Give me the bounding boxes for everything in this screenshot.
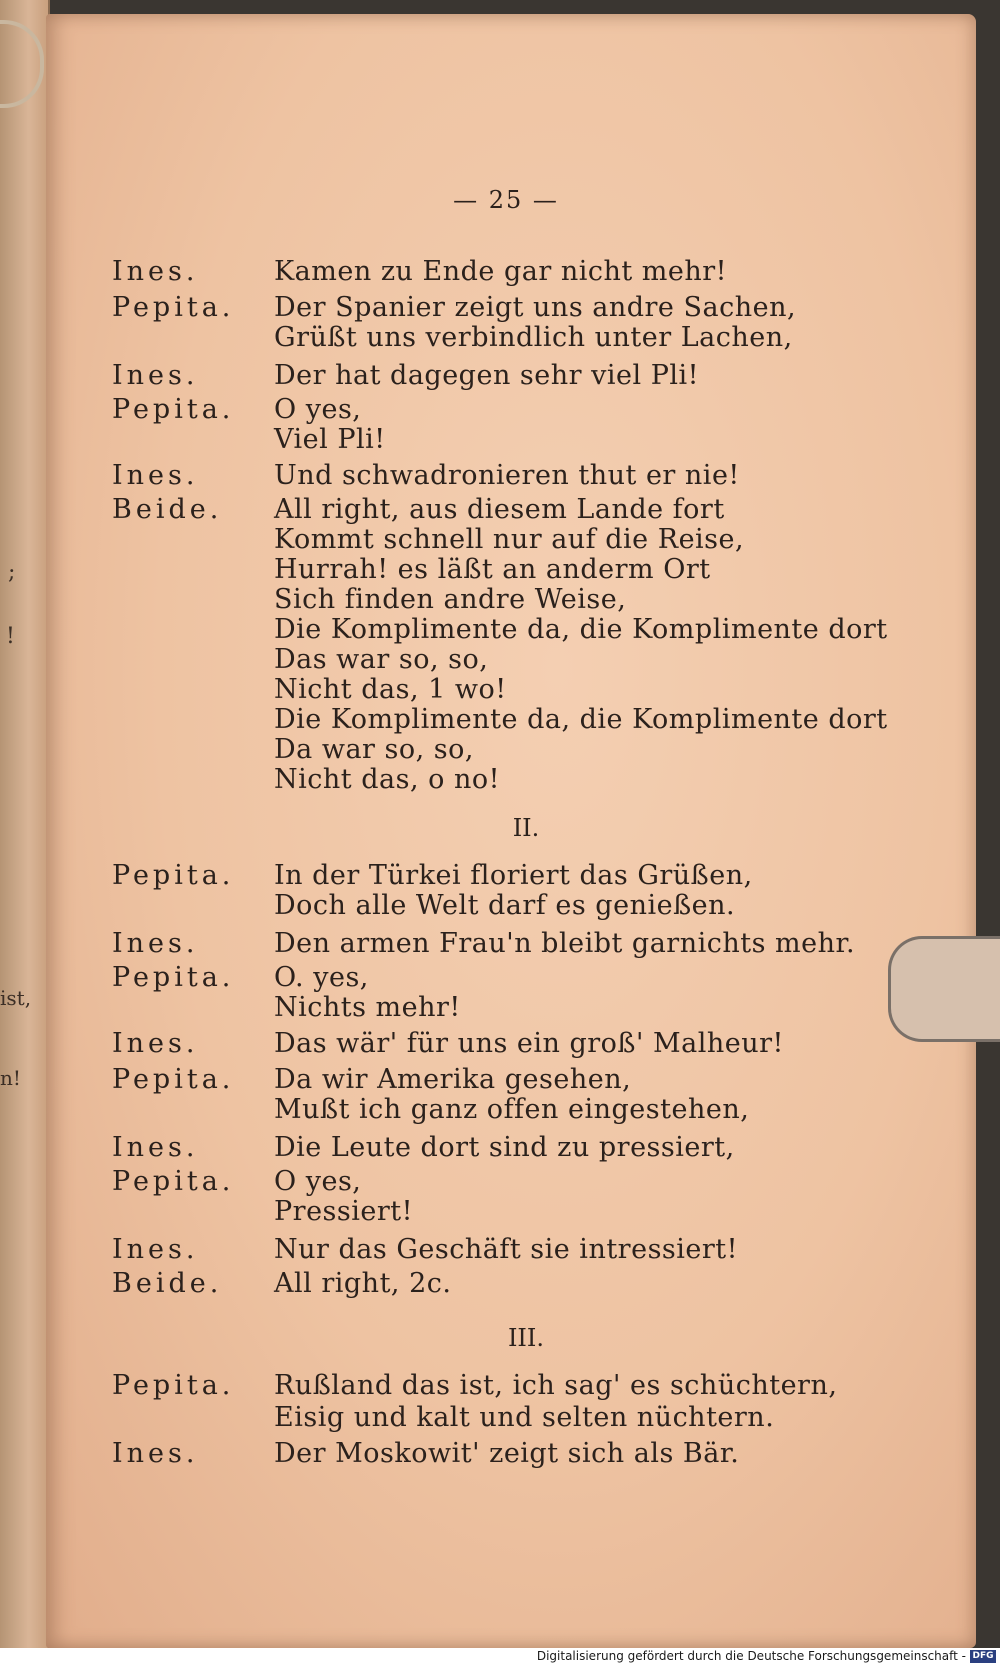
speaker-name: Pepita. [112, 860, 235, 891]
speaker-name: Ines. [112, 928, 199, 959]
verse-line: Nicht das, 1 wo! [274, 674, 507, 705]
margin-mark: ! [6, 624, 15, 649]
verse-line: Sich finden andre Weise, [274, 584, 627, 615]
verse-line: Das war so, so, [274, 644, 489, 675]
section-heading: II. [512, 814, 540, 842]
speaker-name: Ines. [112, 460, 199, 491]
verse-line: Rußland das ist, ich sag' es schüchtern, [274, 1370, 838, 1401]
speaker-name: Beide. [112, 1268, 223, 1299]
verse-line: O. yes, [274, 962, 369, 993]
binding-ring [0, 20, 44, 108]
verse-line: Nichts mehr! [274, 992, 461, 1023]
page-number: — 25 — [453, 186, 559, 214]
verse-line: Nur das Geschäft sie intressiert! [274, 1234, 739, 1265]
verse-line: Eisig und kalt und selten nüchtern. [274, 1402, 775, 1433]
verse-line: Kommt schnell nur auf die Reise, [274, 524, 745, 555]
section-heading: III. [507, 1324, 545, 1352]
margin-mark: ist, [0, 986, 32, 1010]
verse-line: Die Komplimente da, die Komplimente dort [274, 704, 888, 735]
verse-line: In der Türkei floriert das Grüßen, [274, 860, 753, 891]
speaker-name: Pepita. [112, 1166, 235, 1197]
verse-line: Das wär' für uns ein groß' Malheur! [274, 1028, 784, 1059]
speaker-name: Ines. [112, 1132, 199, 1163]
verse-line: O yes, [274, 394, 362, 425]
left-page-edge [0, 0, 50, 1648]
verse-line: Die Leute dort sind zu pressiert, [274, 1132, 735, 1163]
verse-line: Grüßt uns verbindlich unter Lachen, [274, 322, 793, 353]
verse-line: O yes, [274, 1166, 362, 1197]
verse-line: Doch alle Welt darf es genießen. [274, 890, 736, 921]
dfg-logo: DFG [970, 1650, 996, 1663]
speaker-name: Ines. [112, 1438, 199, 1469]
verse-line: Viel Pli! [274, 424, 386, 455]
verse-line: Den armen Frau'n bleibt garnichts mehr. [274, 928, 856, 959]
digitization-footer [0, 1648, 1000, 1666]
bookmark-clip [888, 936, 1000, 1042]
verse-line: Da wir Amerika gesehen, [274, 1064, 632, 1095]
verse-line: All right, aus diesem Lande fort [274, 494, 725, 525]
speaker-name: Pepita. [112, 394, 235, 425]
verse-line: Die Komplimente da, die Komplimente dort [274, 614, 888, 645]
margin-mark: n! [0, 1066, 21, 1090]
speaker-name: Ines. [112, 360, 199, 391]
speaker-name: Ines. [112, 1028, 199, 1059]
speaker-name: Pepita. [112, 962, 235, 993]
footer-credit: Digitalisierung gefördert durch die Deutsche Forschungsgemeinschaft - [536, 1649, 966, 1663]
speaker-name: Ines. [112, 1234, 199, 1265]
book-page [46, 14, 976, 1648]
verse-line: Der Moskowit' zeigt sich als Bär. [274, 1438, 740, 1469]
speaker-name: Ines. [112, 256, 199, 287]
verse-line: Nicht das, o no! [274, 764, 500, 795]
verse-line: Pressiert! [274, 1196, 413, 1227]
speaker-name: Pepita. [112, 1064, 235, 1095]
speaker-name: Pepita. [112, 1370, 235, 1401]
verse-line: Der hat dagegen sehr viel Pli! [274, 360, 699, 391]
speaker-name: Beide. [112, 494, 223, 525]
verse-line: Kamen zu Ende gar nicht mehr! [274, 256, 728, 287]
verse-line: Da war so, so, [274, 734, 474, 765]
margin-mark: ; [8, 560, 16, 585]
verse-line: All right, 2c. [274, 1268, 452, 1299]
verse-line: Der Spanier zeigt uns andre Sachen, [274, 292, 797, 323]
speaker-name: Pepita. [112, 292, 235, 323]
verse-line: Mußt ich ganz offen eingestehen, [274, 1094, 750, 1125]
verse-line: Hurrah! es läßt an anderm Ort [274, 554, 711, 585]
verse-line: Und schwadronieren thut er nie! [274, 460, 740, 491]
